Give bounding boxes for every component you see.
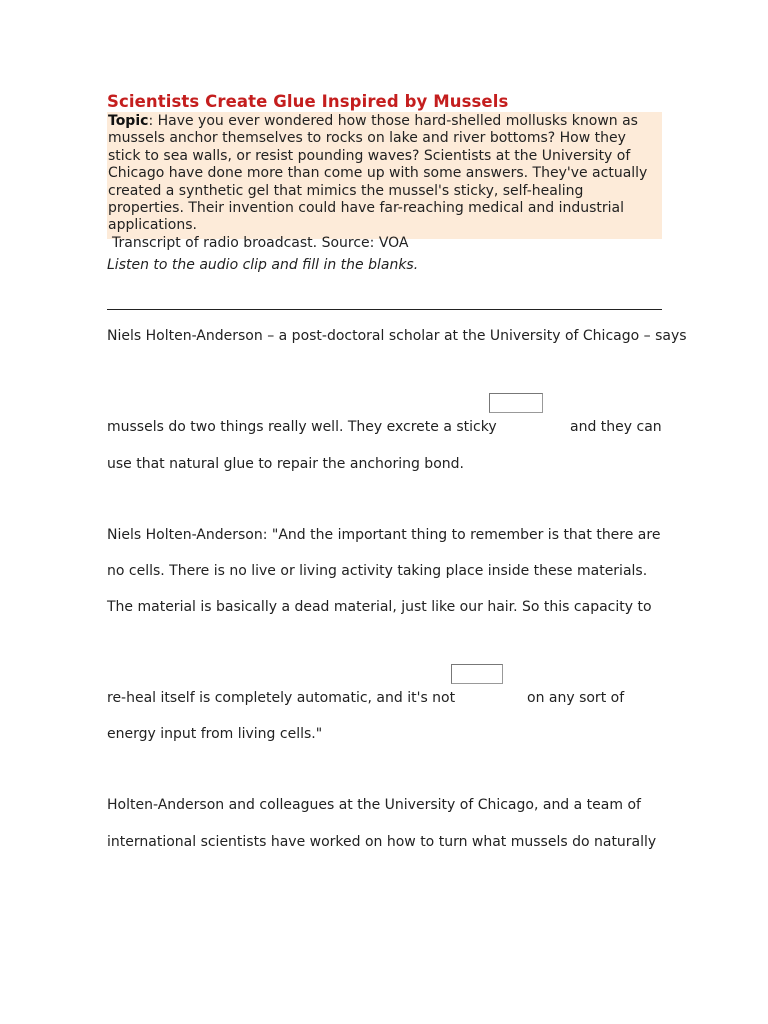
- paragraph-line-6: The material is basically a dead material, just like our hair. So this capacity to: [107, 599, 652, 615]
- paragraph-line-7a: re-heal itself is completely automatic, and it's not: [107, 690, 456, 706]
- paragraph-line-9: Holten-Anderson and colleagues at the University of Chicago, and a team of: [107, 797, 641, 813]
- blank-input-1[interactable]: [489, 393, 543, 413]
- paragraph-line-2a: mussels do two things really well. They excrete a sticky: [107, 419, 497, 435]
- paragraph-line-4: Niels Holten-Anderson: "And the important thing to remember is that there are: [107, 527, 661, 543]
- paragraph-line-3: use that natural glue to repair the anchoring bond.: [107, 456, 464, 472]
- topic-box: [107, 112, 662, 251]
- topic-source: Transcript of radio broadcast. Source: VOA: [112, 234, 409, 251]
- paragraph-line-8: energy input from living cells.": [107, 726, 323, 742]
- paragraph-line-1: Niels Holten-Anderson – a post-doctoral scholar at the University of Chicago – says: [107, 328, 687, 344]
- blank-input-2[interactable]: [451, 664, 503, 684]
- paragraph-line-7b: on any sort of: [527, 690, 625, 706]
- paragraph-line-10: international scientists have worked on how to turn what mussels do naturally: [107, 834, 657, 850]
- divider: [107, 309, 662, 310]
- instruction-text: Listen to the audio clip and fill in the blanks.: [107, 257, 419, 273]
- article-title: Scientists Create Glue Inspired by Mussels: [107, 92, 509, 111]
- paragraph-line-2b: and they can: [570, 419, 662, 435]
- topic-text: : Have you ever wondered how those hard-shelled mollusks known as mussels anchor themselves to rocks on lake and river bottoms? How they stick to sea walls, or resist pounding waves? Scientists at the University of Chicago have done more than come up with some answers. They've actually created a synthetic gel that mimics the mussel's sticky, self-healing properties. Their invention could have far-reaching medical and industrial applications.: [108, 113, 648, 234]
- topic-label: Topic: [108, 113, 149, 129]
- paragraph-line-5: no cells. There is no live or living activity taking place inside these materials.: [107, 563, 648, 579]
